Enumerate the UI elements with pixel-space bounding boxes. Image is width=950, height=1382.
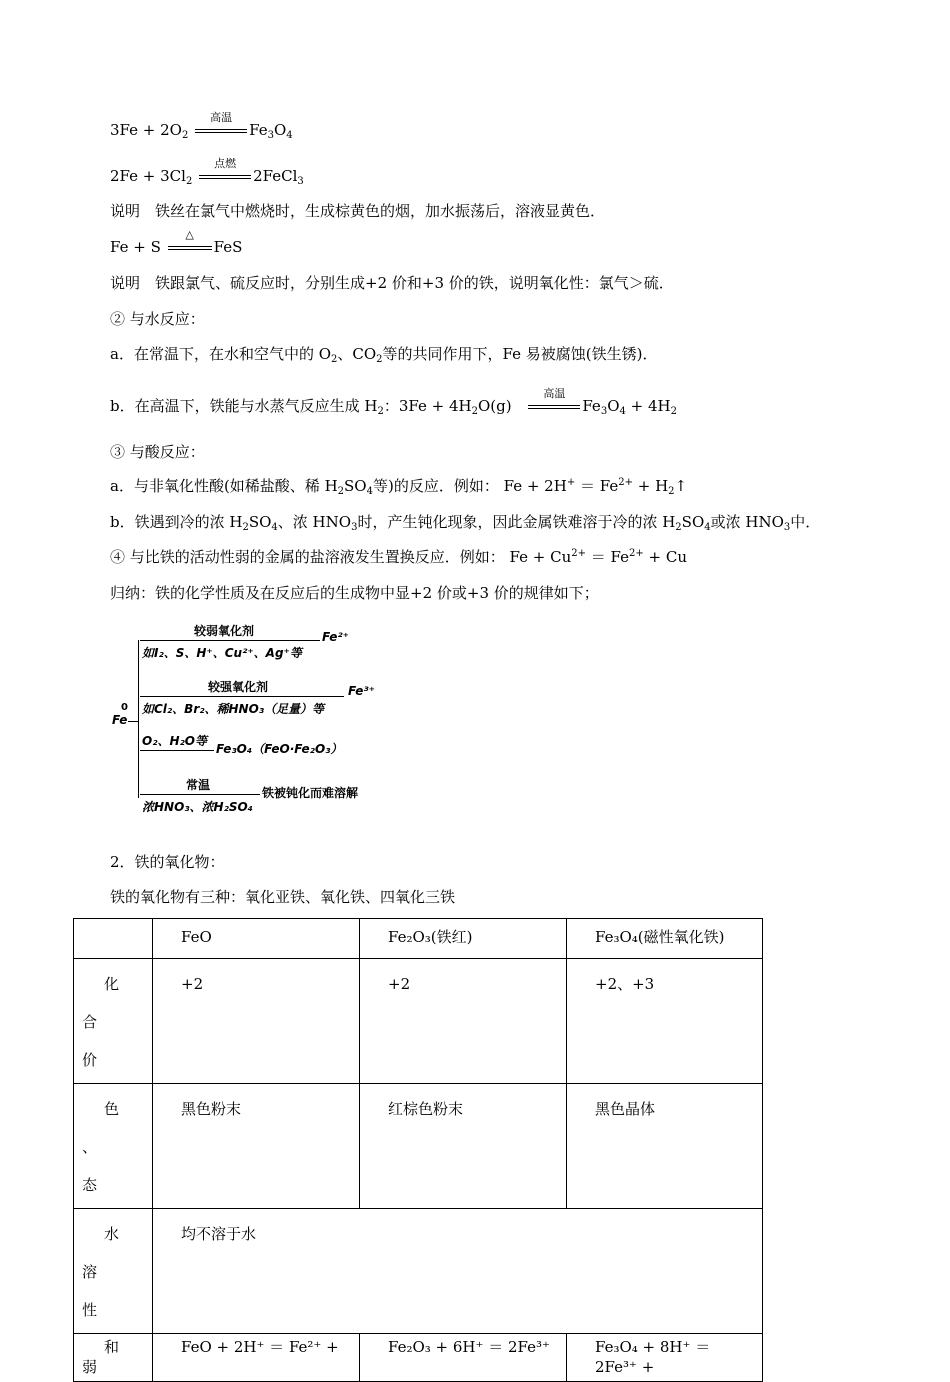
row-label-valence-a: 化 合: [82, 975, 134, 1031]
water-a-post: 等的共同作用下，Fe 易被腐蚀(铁生锈)．: [382, 345, 658, 363]
row-label-acid-a: 和 弱: [82, 1338, 134, 1376]
gas-arrow-icon: ↑: [674, 477, 688, 495]
cell-fe2o3-acid: Fe₂O₃ + 6H⁺ ＝ 2Fe³⁺: [360, 1334, 567, 1382]
water-a-pre: a．在常温下，在水和空气中的 O: [110, 345, 332, 363]
water-heading: ② 与水反应：: [110, 310, 205, 328]
acid-a-sub3: 2: [668, 486, 675, 497]
acid-heading: ③ 与酸反应：: [110, 443, 205, 461]
row-label-valence-b: 价: [82, 1051, 98, 1069]
water-b-sub5: 2: [670, 406, 677, 417]
eq1-sub3: 4: [286, 130, 293, 141]
water-b-sub1: 2: [377, 406, 384, 417]
acid-b-6: 中．: [790, 513, 821, 531]
water-b-condition: 高温: [543, 387, 566, 400]
oxides-intro: 铁的氧化物有三种：氧化亚铁、氧化铁、四氧化三铁: [110, 888, 456, 906]
branch3-product: Fe₃O₄（FeO·Fe₂O₃）: [216, 742, 343, 756]
note-oxidation: 说明 铁跟氯气、硫反应时，分别生成+2 价和+3 价的铁，说明氧化性：氯气＞硫．: [110, 274, 674, 292]
eq1-sub2: 3: [267, 130, 274, 141]
table-corner: [74, 919, 153, 959]
cell-fe3o4-color: 黑色晶体: [567, 1084, 763, 1209]
water-b-post2: O: [607, 397, 620, 415]
equation-fe-s: [110, 228, 243, 257]
eq2-sub1: 2: [185, 176, 193, 187]
acid-a-eq: ＝ Fe: [575, 477, 619, 495]
branch2-top: 较强氧化剂: [208, 680, 269, 694]
branch1-product: Fe²⁺: [322, 630, 349, 644]
oxides-heading: 2．铁的氧化物：: [110, 853, 225, 871]
acid-b-s3: 3: [351, 522, 358, 533]
eq2-right: 2FeCl: [253, 167, 298, 185]
water-a: [110, 344, 658, 364]
salt-end: + Cu: [643, 548, 688, 566]
fe-reaction-diagram: [112, 620, 402, 820]
row-label-acid: [74, 1334, 153, 1382]
acid-b-s1: 2: [242, 522, 249, 533]
header-fe3o4: Fe₃O₄(磁性氧化铁): [567, 919, 763, 959]
acid-b-3: 时，产生钝化现象，因此金属铁难溶于冷的浓 H: [357, 513, 676, 531]
row-label-solubility-b: 性: [82, 1301, 98, 1319]
water-a-sub2: 2: [376, 354, 383, 365]
header-feo: FeO: [153, 919, 360, 959]
table-row: [74, 959, 763, 1084]
acid-a-sub2: 4: [366, 486, 373, 497]
eq1-left: 3Fe + 2O: [110, 121, 182, 139]
acid-a-sup1: +: [566, 477, 576, 488]
water-b-post1: Fe: [582, 397, 601, 415]
cell-feo-valence: +2: [153, 959, 360, 1084]
water-b-post3: + 4H: [625, 397, 671, 415]
salt-sup2: 2+: [629, 548, 644, 559]
acid-a: [110, 476, 687, 496]
water-b-sub4: 4: [619, 406, 626, 417]
water-b-mid2: O(g): [477, 397, 512, 415]
salt-line: [110, 547, 687, 567]
branch4-product: 铁被钝化而难溶解: [262, 786, 359, 800]
acid-a-mid: SO: [344, 477, 367, 495]
oxides-table: [73, 918, 763, 1382]
row-label-solubility: [74, 1209, 153, 1334]
cell-feo-color: 黑色粉末: [153, 1084, 360, 1209]
cell-fe3o4-valence: +2、+3: [567, 959, 763, 1084]
water-b-condition-arrow: [526, 387, 582, 416]
salt-sup1: 2+: [571, 548, 586, 559]
cell-solubility: 均不溶于水: [153, 1209, 763, 1334]
salt-text: ④ 与比铁的活动性弱的金属的盐溶液发生置换反应．例如： Fe + Cu: [110, 548, 572, 566]
branch2-product: Fe³⁺: [348, 684, 375, 698]
row-label-valence: [74, 959, 153, 1084]
water-a-sub1: 2: [331, 354, 338, 365]
acid-b-1: SO: [248, 513, 272, 531]
eq3-condition: △: [185, 228, 194, 241]
eq3-condition-arrow: [166, 228, 214, 257]
cell-feo-acid: FeO + 2H⁺ ＝ Fe²⁺ +: [153, 1334, 360, 1382]
cell-fe2o3-color: 红棕色粉末: [360, 1084, 567, 1209]
row-label-color-a: 色 、: [82, 1100, 134, 1156]
eq2-left: 2Fe + 3Cl: [110, 167, 186, 185]
branch4-top: 常温: [186, 778, 211, 792]
acid-b: [110, 512, 820, 532]
branch3-top: O₂、H₂O等: [142, 734, 207, 748]
table-row: [74, 1334, 763, 1382]
branch4-bottom: 浓HNO₃、浓H₂SO₄: [142, 800, 253, 814]
eq1-right2: O: [273, 121, 287, 139]
row-label-solubility-a: 水 溶: [82, 1225, 134, 1281]
eq1-condition-arrow: [193, 111, 249, 140]
eq2-condition-arrow: [197, 157, 253, 186]
branch1-top: 较弱氧化剂: [194, 624, 255, 638]
acid-b-s6: 3: [783, 522, 791, 533]
summary-line: 归纳：铁的化学性质及在反应后的生成物中显+2 价或+3 价的规律如下；: [110, 584, 599, 602]
header-fe2o3: Fe₂O₃(铁红): [360, 919, 567, 959]
acid-b-2: 、浓 HNO: [277, 513, 352, 531]
eq1-sub1: 2: [181, 130, 189, 141]
eq3-left: Fe + S: [110, 238, 161, 256]
equation-fe-o2: [110, 111, 293, 141]
water-b-pre: b．在高温下，铁能与水蒸气反应生成 H: [110, 397, 378, 415]
eq3-right: FeS: [213, 238, 243, 256]
salt-eq: ＝ Fe: [586, 548, 630, 566]
note-chlorine: 说明 铁丝在氯气中燃烧时，生成棕黄色的烟，加水振荡后，溶液显黄色．: [110, 202, 606, 220]
cell-fe2o3-valence: +2: [360, 959, 567, 1084]
water-b-sub2: 2: [471, 406, 478, 417]
water-b-mid: ：3Fe + 4H: [383, 397, 472, 415]
acid-b-5: 或浓 HNO: [710, 513, 784, 531]
acid-b-s4: 2: [675, 522, 682, 533]
cell-fe3o4-acid: Fe₃O₄ + 8H⁺ ＝ 2Fe³⁺ +: [567, 1334, 763, 1382]
table-row: [74, 1084, 763, 1209]
row-label-color-b: 态: [82, 1176, 98, 1194]
branch1-bottom: 如I₂、S、H⁺、Cu²⁺、Ag⁺等: [142, 646, 302, 660]
table-row: [74, 1209, 763, 1334]
acid-a-end: + H: [632, 477, 669, 495]
table-row: [74, 919, 763, 959]
acid-a-sup2: 2+: [618, 477, 633, 488]
equation-fe-cl2: [110, 157, 304, 187]
fe-zero: 0: [121, 702, 128, 713]
fe-symbol: Fe: [112, 713, 128, 727]
row-label-color: [74, 1084, 153, 1209]
eq1-right: Fe: [249, 121, 268, 139]
acid-a-sub1: 2: [337, 486, 345, 497]
acid-b-pre: b．铁遇到冷的浓 H: [110, 513, 243, 531]
water-b: [110, 387, 677, 417]
acid-a-post: 等)的反应．例如： Fe + 2H: [372, 477, 567, 495]
eq2-condition: 点燃: [214, 157, 237, 170]
acid-b-4: SO: [681, 513, 705, 531]
branch2-bottom: 如Cl₂、Br₂、稀HNO₃（足量）等: [142, 702, 325, 716]
eq2-sub2: 3: [297, 176, 304, 187]
water-b-sub3: 3: [600, 406, 608, 417]
eq1-condition: 高温: [210, 111, 233, 124]
acid-b-s2: 4: [271, 522, 278, 533]
acid-b-s5: 4: [704, 522, 711, 533]
water-a-mid: 、CO: [337, 345, 377, 363]
acid-a-pre: a．与非氧化性酸(如稀盐酸、稀 H: [110, 477, 338, 495]
